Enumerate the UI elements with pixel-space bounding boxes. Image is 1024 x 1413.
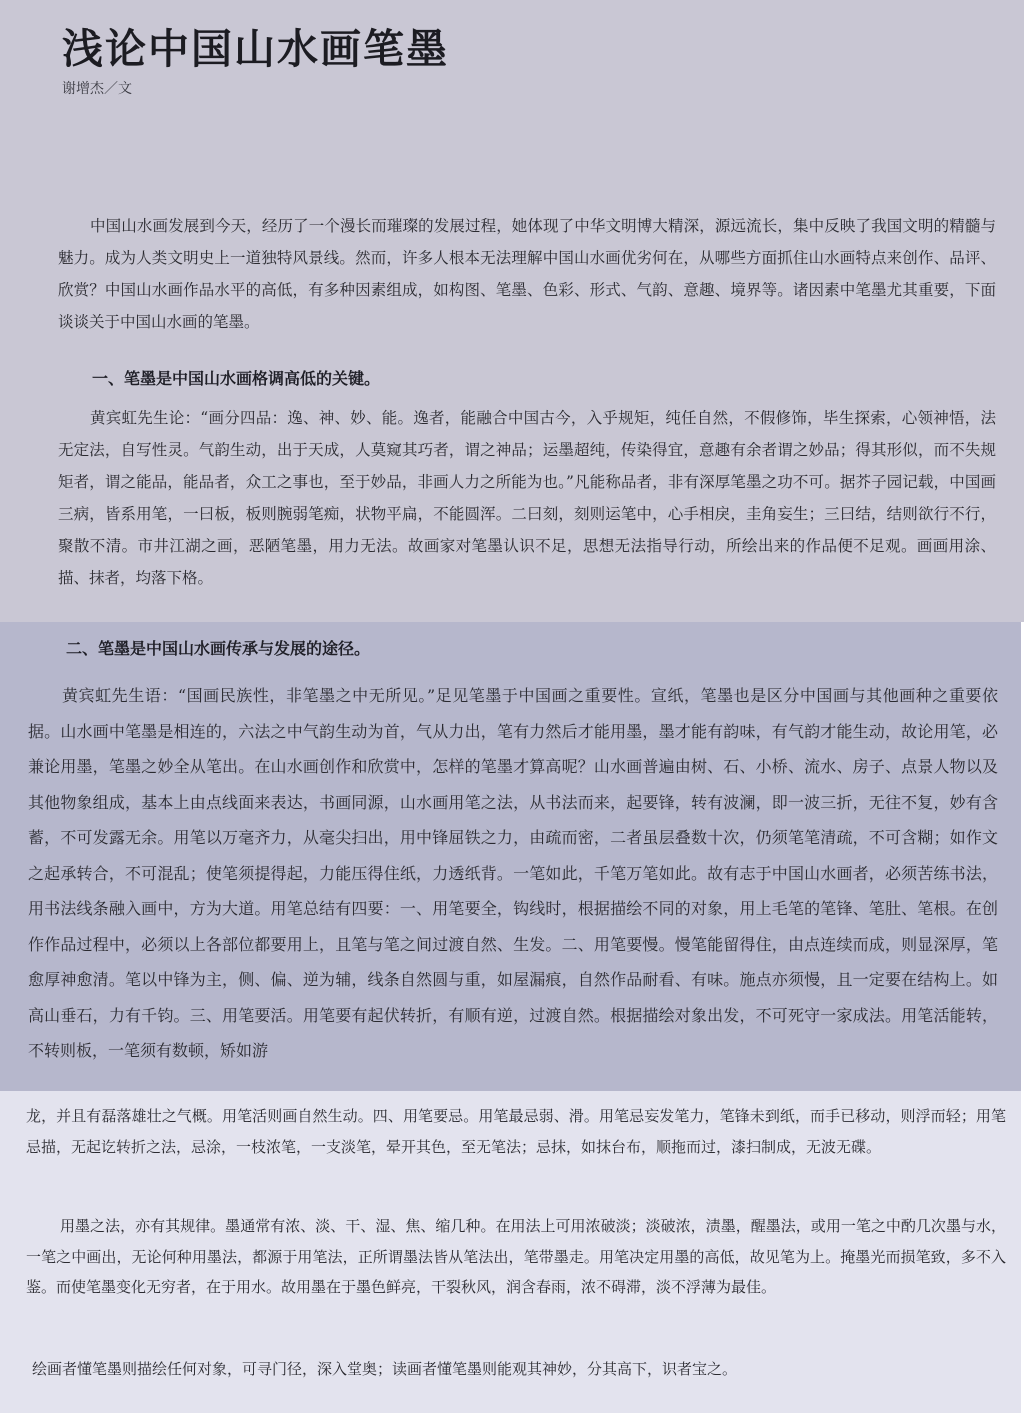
article-author: 谢增杰／文 [62,81,132,97]
page-middle-section [0,622,1021,1091]
intro-paragraph: 中国山水画发展到今天，经历了一个漫长而璀璨的发展过程，她体现了中华文明博大精深，源远流长，集中反映了我国文明的精髓与魅力。成为人类文明史上一道独特风景线。然而，许多人根本无法理解中国山水画优劣何在，从哪些方面抓住山水画特点来创作、品评、欣赏？中国山水画作品水平的高低，有多种因素组成，如构图、笔墨、色彩、形式、气韵、意趣、境界等。诸因素中笔墨尤其重要，下面谈谈关于中国山水画的笔墨。 [58,217,996,331]
section2-paragraph: 黄宾虹先生语：“国画民族性，非笔墨之中无所见。”足见笔墨于中国画之重要性。宣纸，笔墨也是区分中国画与其他画种之重要依据。山水画中笔墨是相连的，六法之中气韵生动为首，气从力出，笔有力然后才能用墨，墨才能有韵味，有气韵才能生动，故论用笔，必兼论用墨，笔墨之妙全从笔出。在山水画创作和欣赏中，怎样的笔墨才算高呢？山水画普遍由树、石、小桥、流水、房子、点景人物以及其他物象组成，基本上由点线面来表达，书画同源，山水画用笔之法，从书法而来，起要锋，转有波澜，即一波三折，无往不复，妙有含蓄，不可发露无余。用笔以万毫齐力，从毫尖扫出，用中锋屈铁之力，由疏而密，二者虽层叠数十次，仍须笔笔清疏，不可含糊；如作文之起承转合，不可混乱；使笔须提得起，力能压得住纸，力透纸背。一笔如此，千笔万笔如此。故有志于中国山水画者，必须苦练书法，用书法线条融入画中，方为大道。用笔总结有四要：一、用笔要全，钩线时，根据描绘不同的对象，用上毛笔的笔锋、笔肚、笔根。在创作作品过程中，必须以上各部位都要用上，且笔与笔之间过渡自然、生发。二、用笔要慢。慢笔能留得住，由点连续而成，则显深厚，笔愈厚神愈清。笔以中锋为主，侧、偏、逆为辅，线条自然圆与重，如屋漏痕，自然作品耐看、有味。施点亦须慢，且一定要在结构上。如高山垂石，力有千钧。三、用笔要活。用笔要有起伏转折，有顺有逆，过渡自然。根据描绘对象出发，不可死守一家成法。用笔活能转，不转则板，一笔须有数顿，矫如游 [28,686,998,1060]
closing-paragraph: 绘画者懂笔墨则描绘任何对象，可寻门径，深入堂奥；读画者懂笔墨则能观其神妙，分其高下，识者宝之。 [32,1360,738,1378]
ink-method-paragraph: 用墨之法，亦有其规律。墨通常有浓、淡、干、湿、焦、缩几种。在用法上可用浓破淡；淡破浓，渍墨，醒墨法，或用一笔之中酌几次墨与水，一笔之中画出，无论何种用墨法，都源于用笔法，正所谓墨法皆从笔法出，笔带墨走。用笔决定用墨的高低，故见笔为上。掩墨光而损笔致，多不入鉴。而使笔墨变化无穷者，在于用水。故用墨在于墨色鲜亮，干裂秋风，润含春雨，浓不碍滞，淡不浮薄为最佳。 [26,1217,1006,1296]
section1-heading: 一、笔墨是中国山水画格调高低的关键。 [92,369,381,388]
page-bottom-section [0,1091,1021,1413]
article-title: 浅论中国山水画笔墨 [62,25,449,73]
page-top-section [0,0,1024,622]
section2-continued-paragraph: 龙，并且有磊落雄壮之气概。用笔活则画自然生动。四、用笔要忌。用笔最忌弱、滑。用笔忌妄发笔力，笔锋未到纸，而手已移动，则浮而轻；用笔忌描，无起讫转折之法，忌涂，一枝浓笔，一支淡笔，晕开其色，至无笔法；忌抹，如抹台布，顺拖而过，漆扫制成，无波无碟。 [26,1107,1006,1156]
section2-heading: 二、笔墨是中国山水画传承与发展的途径。 [66,639,371,658]
section1-paragraph: 黄宾虹先生论：“画分四品：逸、神、妙、能。逸者，能融合中国古今，入乎规矩，纯任自然，不假修饰，毕生探索，心领神悟，法无定法，自写性灵。气韵生动，出于天成，人莫窥其巧者，谓之神品；运墨超纯，传染得宜，意趣有余者谓之妙品；得其形似，而不失规矩者，谓之能品，能品者，众工之事也，至于妙品，非画人力之所能为也。”凡能称品者，非有深厚笔墨之功不可。据芥子园记载，中国画三病，皆系用笔，一曰板，板则腕弱笔痴，状物平扁，不能圆浑。二曰刻，刻则运笔中，心手相戾，圭角妄生；三曰结，结则欲行不行，聚散不清。市井江湖之画，恶陋笔墨，用力无法。故画家对笔墨认识不足，思想无法指导行动，所绘出来的作品便不足观。画画用涂、描、抹者，均落下格。 [58,409,996,587]
